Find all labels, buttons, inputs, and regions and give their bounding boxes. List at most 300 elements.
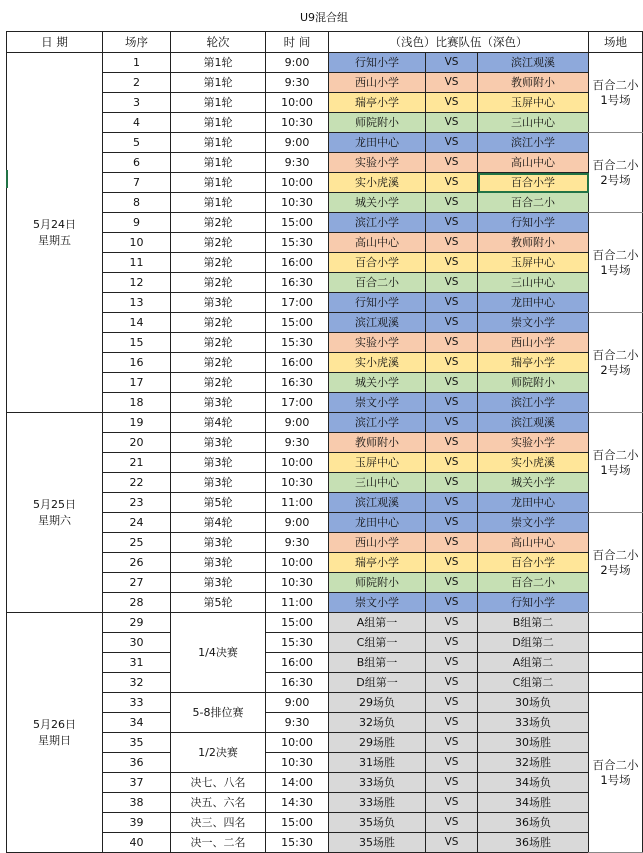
away-team-cell[interactable]: 行知小学 bbox=[478, 593, 589, 613]
home-team-cell[interactable]: 29场负 bbox=[329, 693, 426, 713]
round-cell[interactable]: 第4轮 bbox=[171, 513, 266, 533]
away-team-cell[interactable]: 崇文小学 bbox=[478, 513, 589, 533]
table-row bbox=[7, 153, 643, 173]
time-cell[interactable]: 15:00 bbox=[266, 813, 329, 833]
vs-cell[interactable]: VS bbox=[426, 273, 478, 293]
home-team-cell[interactable]: 西山小学 bbox=[329, 73, 426, 93]
away-team-cell[interactable]: 三山中心 bbox=[478, 113, 589, 133]
time-cell[interactable]: 10:30 bbox=[266, 113, 329, 133]
header-round[interactable]: 轮次 bbox=[171, 32, 266, 53]
match-order-cell[interactable]: 21 bbox=[103, 453, 171, 473]
table-row bbox=[7, 273, 643, 293]
round-cell[interactable]: 第1轮 bbox=[171, 173, 266, 193]
vs-cell[interactable]: VS bbox=[426, 753, 478, 773]
header-teams[interactable]: （浅色）比赛队伍（深色） bbox=[329, 32, 589, 53]
vs-cell[interactable]: VS bbox=[426, 713, 478, 733]
vs-cell[interactable]: VS bbox=[426, 313, 478, 333]
time-cell[interactable]: 16:30 bbox=[266, 673, 329, 693]
round-cell[interactable]: 第3轮 bbox=[171, 533, 266, 553]
vs-cell[interactable]: VS bbox=[426, 93, 478, 113]
match-order-cell[interactable]: 20 bbox=[103, 433, 171, 453]
away-team-cell[interactable]: 瑞亭小学 bbox=[478, 353, 589, 373]
round-cell[interactable]: 第3轮 bbox=[171, 433, 266, 453]
round-cell[interactable]: 第2轮 bbox=[171, 213, 266, 233]
venue-name: 百合二小 bbox=[592, 347, 639, 362]
round-cell[interactable]: 第2轮 bbox=[171, 333, 266, 353]
vs-cell[interactable]: VS bbox=[426, 333, 478, 353]
away-team-cell[interactable]: 百合二小 bbox=[478, 193, 589, 213]
time-cell[interactable]: 10:30 bbox=[266, 473, 329, 493]
table-row bbox=[7, 653, 643, 673]
table-row bbox=[7, 733, 643, 753]
time-cell[interactable]: 10:00 bbox=[266, 553, 329, 573]
table-row bbox=[7, 233, 643, 253]
venue-cell[interactable] bbox=[589, 133, 643, 213]
away-team-cell[interactable]: 师院附小 bbox=[478, 373, 589, 393]
vs-cell[interactable]: VS bbox=[426, 733, 478, 753]
venue-name: 百合二小 bbox=[592, 247, 639, 262]
match-order-cell[interactable]: 2 bbox=[103, 73, 171, 93]
vs-cell[interactable]: VS bbox=[426, 53, 478, 73]
home-team-cell[interactable]: 三山中心 bbox=[329, 473, 426, 493]
vs-cell[interactable]: VS bbox=[426, 493, 478, 513]
match-order-cell[interactable]: 9 bbox=[103, 213, 171, 233]
away-team-cell[interactable]: 百合小学 bbox=[478, 553, 589, 573]
header-time[interactable]: 时 间 bbox=[266, 32, 329, 53]
away-team-cell[interactable]: 行知小学 bbox=[478, 213, 589, 233]
home-team-cell[interactable]: 西山小学 bbox=[329, 533, 426, 553]
round-cell[interactable]: 第1轮 bbox=[171, 93, 266, 113]
round-cell[interactable]: 第2轮 bbox=[171, 313, 266, 333]
venue-cell[interactable] bbox=[589, 513, 643, 613]
time-cell[interactable]: 16:30 bbox=[266, 273, 329, 293]
vs-cell[interactable]: VS bbox=[426, 693, 478, 713]
home-team-cell[interactable]: 瑞亭小学 bbox=[329, 93, 426, 113]
away-team-cell[interactable]: 滨江小学 bbox=[478, 133, 589, 153]
match-order-cell[interactable]: 11 bbox=[103, 253, 171, 273]
away-team-cell[interactable]: A组第二 bbox=[478, 653, 589, 673]
time-cell[interactable]: 10:30 bbox=[266, 753, 329, 773]
away-team-cell[interactable]: 滨江观溪 bbox=[478, 413, 589, 433]
time-cell[interactable]: 16:00 bbox=[266, 653, 329, 673]
home-team-cell[interactable]: 崇文小学 bbox=[329, 593, 426, 613]
vs-cell[interactable]: VS bbox=[426, 73, 478, 93]
time-cell[interactable]: 9:00 bbox=[266, 133, 329, 153]
home-team-cell[interactable]: 瑞亭小学 bbox=[329, 553, 426, 573]
table-row bbox=[7, 213, 643, 233]
match-order-cell[interactable]: 4 bbox=[103, 113, 171, 133]
round-cell[interactable]: 第2轮 bbox=[171, 373, 266, 393]
round-cell[interactable]: 第3轮 bbox=[171, 553, 266, 573]
date-cell[interactable] bbox=[7, 53, 103, 413]
home-team-cell[interactable]: 实小虎溪 bbox=[329, 353, 426, 373]
table-row bbox=[7, 293, 643, 313]
time-cell[interactable]: 16:30 bbox=[266, 373, 329, 393]
time-cell[interactable]: 9:00 bbox=[266, 513, 329, 533]
away-team-cell[interactable]: 高山中心 bbox=[478, 533, 589, 553]
match-order-cell[interactable]: 29 bbox=[103, 613, 171, 633]
venue-empty-cell[interactable] bbox=[589, 653, 643, 673]
venue-cell[interactable] bbox=[589, 213, 643, 313]
home-team-cell[interactable]: 31场胜 bbox=[329, 753, 426, 773]
home-team-cell[interactable]: 高山中心 bbox=[329, 233, 426, 253]
match-order-cell[interactable]: 16 bbox=[103, 353, 171, 373]
table-row bbox=[7, 513, 643, 533]
vs-cell[interactable]: VS bbox=[426, 353, 478, 373]
time-cell[interactable]: 15:30 bbox=[266, 833, 329, 853]
round-cell[interactable]: 第4轮 bbox=[171, 413, 266, 433]
home-team-cell[interactable]: 师院附小 bbox=[329, 113, 426, 133]
vs-cell[interactable]: VS bbox=[426, 453, 478, 473]
match-order-cell[interactable]: 40 bbox=[103, 833, 171, 853]
match-order-cell[interactable]: 3 bbox=[103, 93, 171, 113]
match-order-cell[interactable]: 31 bbox=[103, 653, 171, 673]
venue-cell[interactable] bbox=[589, 413, 643, 513]
vs-cell[interactable]: VS bbox=[426, 633, 478, 653]
vs-cell[interactable]: VS bbox=[426, 153, 478, 173]
round-cell[interactable]: 第3轮 bbox=[171, 473, 266, 493]
date-day: 5月24日 bbox=[33, 217, 76, 231]
away-team-cell[interactable]: 实验小学 bbox=[478, 433, 589, 453]
vs-cell[interactable]: VS bbox=[426, 653, 478, 673]
match-order-cell[interactable]: 38 bbox=[103, 793, 171, 813]
time-cell[interactable]: 9:30 bbox=[266, 533, 329, 553]
round-merged-cell[interactable]: 1/4决赛 bbox=[171, 613, 266, 693]
time-cell[interactable]: 15:30 bbox=[266, 333, 329, 353]
match-order-cell[interactable]: 10 bbox=[103, 233, 171, 253]
vs-cell[interactable]: VS bbox=[426, 133, 478, 153]
home-team-cell[interactable]: B组第一 bbox=[329, 653, 426, 673]
match-order-cell[interactable]: 14 bbox=[103, 313, 171, 333]
vs-cell[interactable]: VS bbox=[426, 373, 478, 393]
match-order-cell[interactable]: 24 bbox=[103, 513, 171, 533]
time-cell[interactable]: 11:00 bbox=[266, 493, 329, 513]
vs-cell[interactable]: VS bbox=[426, 553, 478, 573]
home-team-cell[interactable]: 35场负 bbox=[329, 813, 426, 833]
vs-cell[interactable]: VS bbox=[426, 113, 478, 133]
home-team-cell[interactable]: C组第一 bbox=[329, 633, 426, 653]
table-row bbox=[7, 573, 643, 593]
match-order-cell[interactable]: 39 bbox=[103, 813, 171, 833]
round-cell[interactable]: 第1轮 bbox=[171, 193, 266, 213]
venue-empty-cell[interactable] bbox=[589, 633, 643, 653]
header-venue[interactable]: 场地 bbox=[589, 32, 643, 53]
home-team-cell[interactable]: D组第一 bbox=[329, 673, 426, 693]
match-order-cell[interactable]: 25 bbox=[103, 533, 171, 553]
match-order-cell[interactable]: 36 bbox=[103, 753, 171, 773]
date-weekday: 星期六 bbox=[38, 513, 71, 527]
round-merged-cell[interactable]: 1/2决赛 bbox=[171, 733, 266, 773]
table-row bbox=[7, 353, 643, 373]
vs-cell[interactable]: VS bbox=[426, 253, 478, 273]
match-order-cell[interactable]: 5 bbox=[103, 133, 171, 153]
away-team-cell[interactable]: 玉屏中心 bbox=[478, 253, 589, 273]
date-cell[interactable] bbox=[7, 613, 103, 853]
venue-field: 2号场 bbox=[600, 562, 631, 577]
away-team-cell[interactable]: 西山小学 bbox=[478, 333, 589, 353]
home-team-cell[interactable]: 滨江小学 bbox=[329, 413, 426, 433]
away-team-cell[interactable]: C组第二 bbox=[478, 673, 589, 693]
table-row bbox=[7, 713, 643, 733]
time-cell[interactable]: 10:00 bbox=[266, 93, 329, 113]
match-order-cell[interactable]: 7 bbox=[103, 173, 171, 193]
match-order-cell[interactable]: 23 bbox=[103, 493, 171, 513]
header-date[interactable]: 日 期 bbox=[7, 32, 103, 53]
home-team-cell[interactable]: 实小虎溪 bbox=[329, 173, 426, 193]
match-order-cell[interactable]: 27 bbox=[103, 573, 171, 593]
away-team-cell[interactable]: 三山中心 bbox=[478, 273, 589, 293]
venue-cell[interactable] bbox=[589, 53, 643, 133]
round-merged-cell[interactable]: 5-8排位赛 bbox=[171, 693, 266, 733]
vs-cell[interactable]: VS bbox=[426, 173, 478, 193]
away-team-cell[interactable]: 龙田中心 bbox=[478, 493, 589, 513]
round-cell[interactable]: 第2轮 bbox=[171, 253, 266, 273]
match-order-cell[interactable]: 37 bbox=[103, 773, 171, 793]
round-cell[interactable]: 决三、四名 bbox=[171, 813, 266, 833]
venue-cell[interactable] bbox=[589, 693, 643, 853]
time-cell[interactable]: 17:00 bbox=[266, 293, 329, 313]
time-cell[interactable]: 9:30 bbox=[266, 713, 329, 733]
vs-cell[interactable]: VS bbox=[426, 813, 478, 833]
time-cell[interactable]: 10:30 bbox=[266, 573, 329, 593]
match-order-cell[interactable]: 33 bbox=[103, 693, 171, 713]
venue-empty-cell[interactable] bbox=[589, 613, 643, 633]
home-team-cell[interactable]: 32场负 bbox=[329, 713, 426, 733]
round-cell[interactable]: 第1轮 bbox=[171, 153, 266, 173]
time-cell[interactable]: 10:00 bbox=[266, 453, 329, 473]
time-cell[interactable]: 16:00 bbox=[266, 353, 329, 373]
match-order-cell[interactable]: 28 bbox=[103, 593, 171, 613]
vs-cell[interactable]: VS bbox=[426, 213, 478, 233]
sheet-title[interactable]: U9混合组 bbox=[299, 11, 349, 24]
away-team-cell[interactable]: 教师附小 bbox=[478, 233, 589, 253]
away-team-cell[interactable]: 34场胜 bbox=[478, 793, 589, 813]
time-cell[interactable]: 15:00 bbox=[266, 213, 329, 233]
header-row bbox=[7, 32, 643, 53]
row-selection-marker bbox=[6, 170, 8, 188]
time-cell[interactable]: 9:00 bbox=[266, 693, 329, 713]
venue-cell[interactable] bbox=[589, 313, 643, 413]
away-team-cell[interactable]: 城关小学 bbox=[478, 473, 589, 493]
time-cell[interactable]: 9:30 bbox=[266, 73, 329, 93]
time-cell[interactable]: 16:00 bbox=[266, 253, 329, 273]
time-cell[interactable]: 9:30 bbox=[266, 433, 329, 453]
vs-cell[interactable]: VS bbox=[426, 533, 478, 553]
venue-name: 百合二小 bbox=[592, 157, 639, 172]
time-cell[interactable]: 15:00 bbox=[266, 613, 329, 633]
home-team-cell[interactable]: 百合小学 bbox=[329, 253, 426, 273]
table-row bbox=[7, 633, 643, 653]
table-row bbox=[7, 833, 643, 853]
date-weekday: 星期日 bbox=[38, 733, 71, 747]
selected-away-team-cell[interactable]: 百合小学 bbox=[478, 173, 589, 193]
away-team-cell[interactable]: 教师附小 bbox=[478, 73, 589, 93]
time-cell[interactable]: 9:00 bbox=[266, 53, 329, 73]
away-team-cell[interactable]: 高山中心 bbox=[478, 153, 589, 173]
match-order-cell[interactable]: 30 bbox=[103, 633, 171, 653]
round-cell[interactable]: 第1轮 bbox=[171, 53, 266, 73]
home-team-cell[interactable]: 崇文小学 bbox=[329, 393, 426, 413]
away-team-cell[interactable]: 33场负 bbox=[478, 713, 589, 733]
home-team-cell[interactable]: 教师附小 bbox=[329, 433, 426, 453]
venue-name: 百合二小 bbox=[592, 757, 639, 772]
match-order-cell[interactable]: 13 bbox=[103, 293, 171, 313]
home-team-cell[interactable]: A组第一 bbox=[329, 613, 426, 633]
away-team-cell[interactable]: 34场负 bbox=[478, 773, 589, 793]
match-order-cell[interactable]: 15 bbox=[103, 333, 171, 353]
table-row bbox=[7, 453, 643, 473]
match-order-cell[interactable]: 35 bbox=[103, 733, 171, 753]
time-cell[interactable]: 15:00 bbox=[266, 313, 329, 333]
home-team-cell[interactable]: 实验小学 bbox=[329, 333, 426, 353]
date-cell[interactable] bbox=[7, 413, 103, 613]
away-team-cell[interactable]: 36场胜 bbox=[478, 833, 589, 853]
away-team-cell[interactable]: B组第二 bbox=[478, 613, 589, 633]
round-cell[interactable]: 第2轮 bbox=[171, 353, 266, 373]
venue-name: 百合二小 bbox=[592, 77, 639, 92]
time-cell[interactable]: 11:00 bbox=[266, 593, 329, 613]
home-team-cell[interactable]: 33场胜 bbox=[329, 793, 426, 813]
home-team-cell[interactable]: 城关小学 bbox=[329, 193, 426, 213]
match-order-cell[interactable]: 8 bbox=[103, 193, 171, 213]
vs-cell[interactable]: VS bbox=[426, 413, 478, 433]
table-row bbox=[7, 393, 643, 413]
table-row bbox=[7, 693, 643, 713]
match-order-cell[interactable]: 34 bbox=[103, 713, 171, 733]
home-team-cell[interactable]: 滨江观溪 bbox=[329, 313, 426, 333]
match-order-cell[interactable]: 22 bbox=[103, 473, 171, 493]
time-cell[interactable]: 14:30 bbox=[266, 793, 329, 813]
match-order-cell[interactable]: 32 bbox=[103, 673, 171, 693]
round-cell[interactable]: 第5轮 bbox=[171, 593, 266, 613]
away-team-cell[interactable]: D组第二 bbox=[478, 633, 589, 653]
venue-field: 2号场 bbox=[600, 362, 631, 377]
time-cell[interactable]: 9:30 bbox=[266, 153, 329, 173]
home-team-cell[interactable]: 行知小学 bbox=[329, 53, 426, 73]
venue-empty-cell[interactable] bbox=[589, 673, 643, 693]
time-cell[interactable]: 9:00 bbox=[266, 413, 329, 433]
table-row bbox=[7, 753, 643, 773]
time-cell[interactable]: 15:30 bbox=[266, 233, 329, 253]
vs-cell[interactable]: VS bbox=[426, 473, 478, 493]
round-cell[interactable]: 第3轮 bbox=[171, 293, 266, 313]
vs-cell[interactable]: VS bbox=[426, 433, 478, 453]
table-row bbox=[7, 533, 643, 553]
round-cell[interactable]: 第3轮 bbox=[171, 573, 266, 593]
vs-cell[interactable]: VS bbox=[426, 773, 478, 793]
table-row bbox=[7, 53, 643, 73]
round-cell[interactable]: 第1轮 bbox=[171, 73, 266, 93]
table-row bbox=[7, 373, 643, 393]
round-cell[interactable]: 第2轮 bbox=[171, 273, 266, 293]
time-cell[interactable]: 15:30 bbox=[266, 633, 329, 653]
vs-cell[interactable]: VS bbox=[426, 393, 478, 413]
match-order-cell[interactable]: 26 bbox=[103, 553, 171, 573]
vs-cell[interactable]: VS bbox=[426, 573, 478, 593]
time-cell[interactable]: 17:00 bbox=[266, 393, 329, 413]
vs-cell[interactable]: VS bbox=[426, 673, 478, 693]
match-order-cell[interactable]: 12 bbox=[103, 273, 171, 293]
round-cell[interactable]: 第3轮 bbox=[171, 453, 266, 473]
time-cell[interactable]: 14:00 bbox=[266, 773, 329, 793]
venue-field: 1号场 bbox=[600, 92, 631, 107]
home-team-cell[interactable]: 行知小学 bbox=[329, 293, 426, 313]
round-cell[interactable]: 第5轮 bbox=[171, 493, 266, 513]
away-team-cell[interactable]: 百合二小 bbox=[478, 573, 589, 593]
home-team-cell[interactable]: 滨江观溪 bbox=[329, 493, 426, 513]
schedule-table bbox=[6, 31, 643, 853]
match-order-cell[interactable]: 18 bbox=[103, 393, 171, 413]
vs-cell[interactable]: VS bbox=[426, 833, 478, 853]
time-cell[interactable]: 10:00 bbox=[266, 733, 329, 753]
time-cell[interactable]: 10:30 bbox=[266, 193, 329, 213]
match-order-cell[interactable]: 6 bbox=[103, 153, 171, 173]
vs-cell[interactable]: VS bbox=[426, 613, 478, 633]
away-team-cell[interactable]: 30场负 bbox=[478, 693, 589, 713]
round-cell[interactable]: 第2轮 bbox=[171, 233, 266, 253]
home-team-cell[interactable]: 玉屏中心 bbox=[329, 453, 426, 473]
match-order-cell[interactable]: 1 bbox=[103, 53, 171, 73]
away-team-cell[interactable]: 36场负 bbox=[478, 813, 589, 833]
away-team-cell[interactable]: 崇文小学 bbox=[478, 313, 589, 333]
home-team-cell[interactable]: 33场负 bbox=[329, 773, 426, 793]
table-row bbox=[7, 553, 643, 573]
vs-cell[interactable]: VS bbox=[426, 593, 478, 613]
home-team-cell[interactable]: 29场胜 bbox=[329, 733, 426, 753]
round-cell[interactable]: 决一、二名 bbox=[171, 833, 266, 853]
match-order-cell[interactable]: 17 bbox=[103, 373, 171, 393]
venue-field: 1号场 bbox=[600, 772, 631, 787]
away-team-cell[interactable]: 玉屏中心 bbox=[478, 93, 589, 113]
away-team-cell[interactable]: 实小虎溪 bbox=[478, 453, 589, 473]
home-team-cell[interactable]: 师院附小 bbox=[329, 573, 426, 593]
away-team-cell[interactable]: 滨江小学 bbox=[478, 393, 589, 413]
home-team-cell[interactable]: 35场胜 bbox=[329, 833, 426, 853]
vs-cell[interactable]: VS bbox=[426, 513, 478, 533]
away-team-cell[interactable]: 滨江观溪 bbox=[478, 53, 589, 73]
date-day: 5月25日 bbox=[33, 497, 76, 511]
round-cell[interactable]: 决五、六名 bbox=[171, 793, 266, 813]
round-cell[interactable]: 第1轮 bbox=[171, 133, 266, 153]
home-team-cell[interactable]: 滨江小学 bbox=[329, 213, 426, 233]
table-row bbox=[7, 333, 643, 353]
away-team-cell[interactable]: 龙田中心 bbox=[478, 293, 589, 313]
match-order-cell[interactable]: 19 bbox=[103, 413, 171, 433]
header-order[interactable]: 场序 bbox=[103, 32, 171, 53]
date-weekday: 星期五 bbox=[38, 233, 71, 247]
home-team-cell[interactable]: 实验小学 bbox=[329, 153, 426, 173]
table-row bbox=[7, 193, 643, 213]
time-cell[interactable]: 10:00 bbox=[266, 173, 329, 193]
vs-cell[interactable]: VS bbox=[426, 233, 478, 253]
table-row bbox=[7, 93, 643, 113]
home-team-cell[interactable]: 龙田中心 bbox=[329, 133, 426, 153]
away-team-cell[interactable]: 32场胜 bbox=[478, 753, 589, 773]
round-cell[interactable]: 第3轮 bbox=[171, 393, 266, 413]
away-team-cell[interactable]: 30场胜 bbox=[478, 733, 589, 753]
home-team-cell[interactable]: 龙田中心 bbox=[329, 513, 426, 533]
table-row bbox=[7, 593, 643, 613]
vs-cell[interactable]: VS bbox=[426, 793, 478, 813]
schedule-body bbox=[7, 53, 643, 853]
table-row bbox=[7, 133, 643, 153]
round-cell[interactable]: 决七、八名 bbox=[171, 773, 266, 793]
home-team-cell[interactable]: 城关小学 bbox=[329, 373, 426, 393]
round-cell[interactable]: 第1轮 bbox=[171, 113, 266, 133]
vs-cell[interactable]: VS bbox=[426, 193, 478, 213]
home-team-cell[interactable]: 百合二小 bbox=[329, 273, 426, 293]
vs-cell[interactable]: VS bbox=[426, 293, 478, 313]
